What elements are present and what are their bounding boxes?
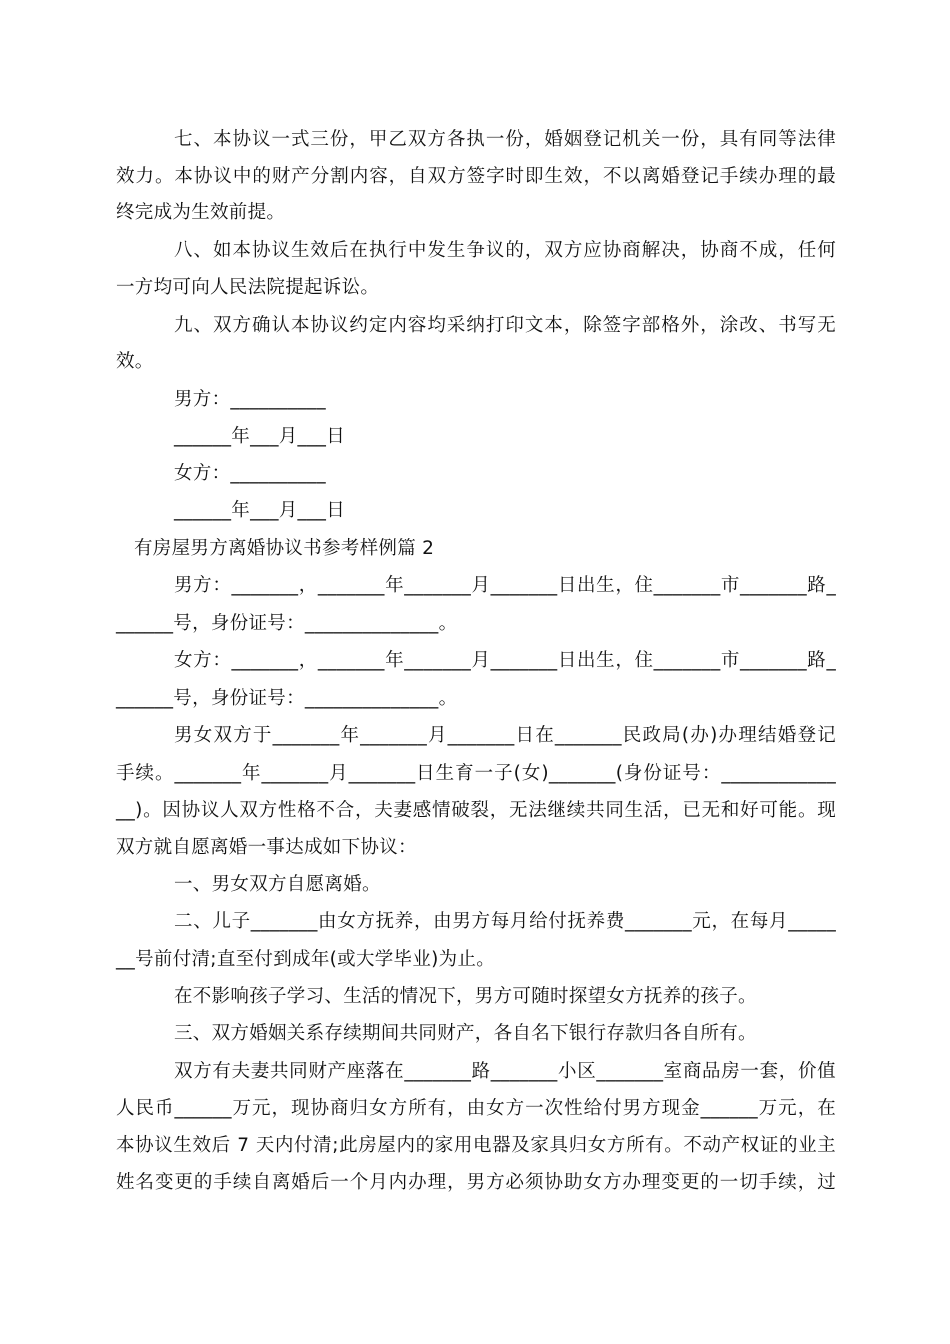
paragraph-line: __号前付清;直至付到成年(或大学毕业)为止。 (116, 949, 496, 970)
paragraph-line: 双方就自愿离婚一事达成如下协议： (116, 837, 417, 858)
paragraph-line: 女方：_______，_______年_______月_______日出生，住_______市_______路_ (174, 650, 836, 671)
date-line: ______年___月___日 (174, 426, 346, 447)
signature-male-line: 男方：__________ (174, 389, 326, 410)
paragraph-line: ______号，身份证号：______________。 (116, 613, 458, 634)
paragraph-line: 男方：_______，_______年_______月_______日出生，住_______市_______路_ (174, 575, 836, 596)
section-title: 有房屋男方离婚协议书参考样例篇 2 (134, 538, 435, 559)
paragraph-line: 终完成为生效前提。 (116, 202, 286, 223)
paragraph-line: 双方有夫妻共同财产座落在_______路_______小区_______室商品房一套，价值 (174, 1061, 836, 1082)
paragraph-line: 八、如本协议生效后在执行中发生争议的，双方应协商解决，协商不成，任何 (174, 240, 836, 261)
date-line: ______年___月___日 (174, 500, 346, 521)
paragraph-line: 本协议生效后 7 天内付清;此房屋内的家用电器及家具归女方所有。不动产权证的业主 (116, 1135, 836, 1156)
paragraph-line: __)。因协议人双方性格不合，夫妻感情破裂，无法继续共同生活，已无和好可能。现 (116, 800, 836, 821)
paragraph-line: 手续。_______年_______月_______日生育一子(女)_______(身份证号：____________ (116, 763, 836, 784)
paragraph-line: 一、男女双方自愿离婚。 (174, 874, 381, 895)
paragraph-line: 效。 (116, 351, 154, 372)
paragraph-line: 男女双方于_______年_______月_______日在_______民政局(办)办理结婚登记 (174, 725, 836, 746)
paragraph-line: ______号，身份证号：______________。 (116, 688, 458, 709)
paragraph-line: 三、双方婚姻关系存续期间共同财产，各自名下银行存款归各自所有。 (174, 1023, 757, 1044)
paragraph-line: 七、本协议一式三份，甲乙双方各执一份，婚姻登记机关一份，具有同等法律 (174, 129, 836, 150)
paragraph-line: 九、双方确认本协议约定内容均采纳打印文本，除签字部格外，涂改、书写无 (174, 315, 836, 336)
paragraph-line: 在不影响孩子学习、生活的情况下，男方可随时探望女方抚养的孩子。 (174, 986, 757, 1007)
paragraph-line: 一方均可向人民法院提起诉讼。 (116, 277, 380, 298)
signature-female-line: 女方：__________ (174, 463, 326, 484)
paragraph-line: 效力。本协议中的财产分割内容，自双方签字时即生效，不以离婚登记手续办理的最 (116, 166, 836, 187)
paragraph-line: 姓名变更的手续自离婚后一个月内办理，男方必须协助女方办理变更的一切手续，过 (116, 1172, 836, 1193)
paragraph-line: 人民币______万元，现协商归女方所有，由女方一次性给付男方现金______万元，在 (116, 1098, 836, 1119)
paragraph-line: 二、儿子_______由女方抚养，由男方每月给付抚养费_______元，在每月_____ (174, 911, 836, 932)
